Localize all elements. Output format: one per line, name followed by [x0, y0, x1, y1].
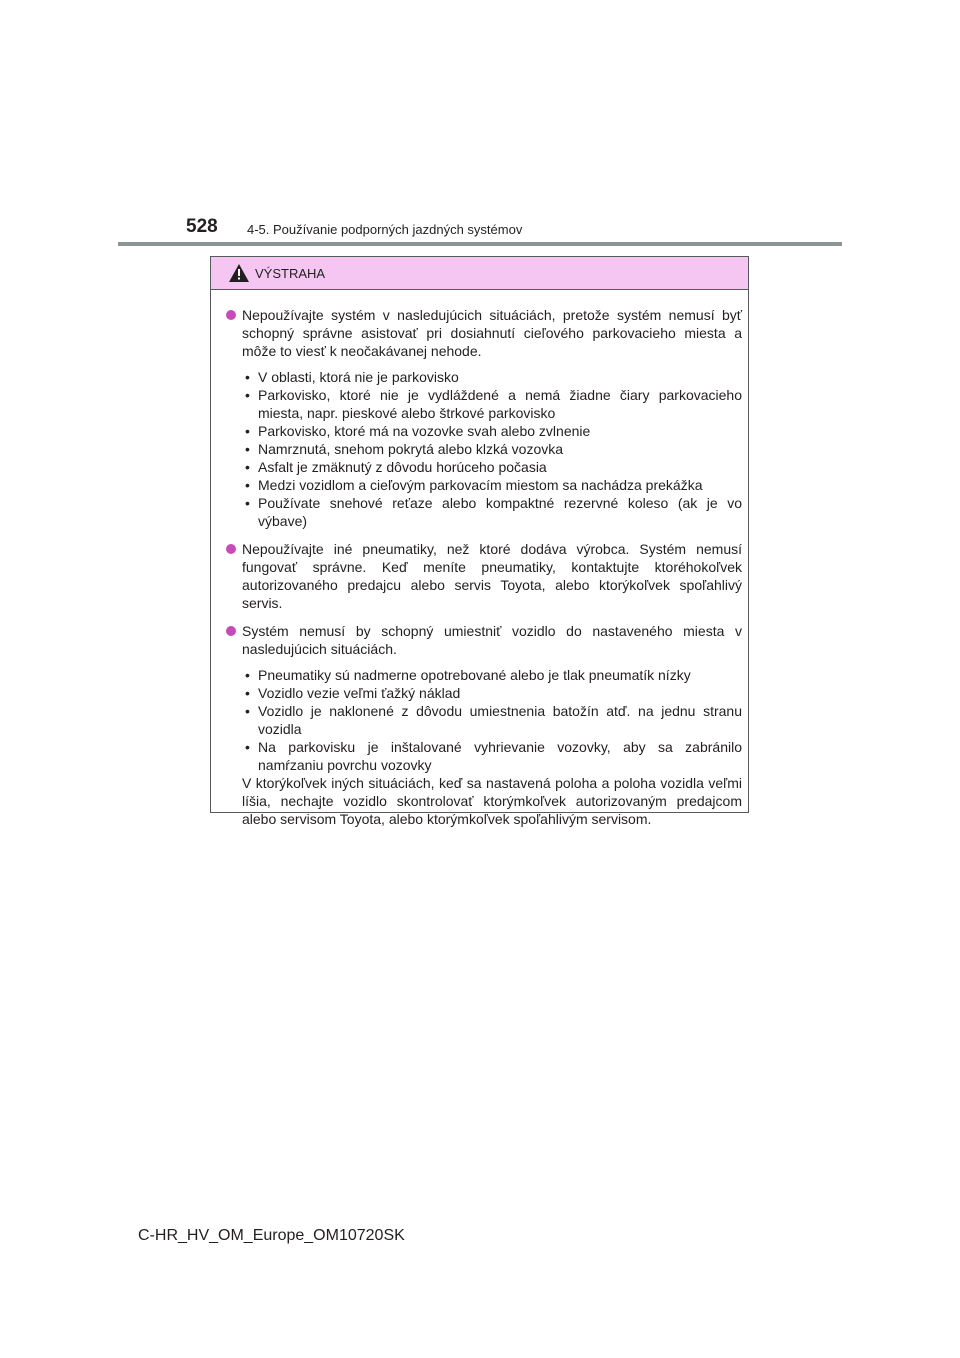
closing-text: V ktorýkoľvek iných situáciách, keď sa nastavená poloha a poloha vozidla veľmi líšia, nechajte vozidlo skontrolovať ktorýmkoľvek autorizovaným predajcom alebo servisom Toyota, alebo ktorýmkoľvek spoľahlivým servisom.: [242, 775, 742, 827]
list-item: • Pneumatiky sú nadmerne opotrebované alebo je tlak pneumatík nízky: [245, 667, 691, 683]
warning-item: [226, 306, 742, 530]
list-item: • Vozidlo vezie veľmi ťažký náklad: [245, 685, 461, 701]
list-item: • Parkovisko, ktoré nie je vydláždené a nemá žiadne čiary parkovacieho miesta, napr. pieskové alebo štrkové parkovisko: [245, 387, 742, 421]
item-text: Nepoužívajte systém v nasledujúcich situáciách, pretože systém nemusí byť schopný správne asistovať pri dosiahnutí cieľového parkovacieho miesta a môže to viesť k neočakávanej nehode.: [242, 307, 742, 359]
list-item: • Namrznutá, snehom pokrytá alebo klzká vozovka: [245, 441, 564, 457]
warning-box: [210, 256, 749, 827]
warning-item: [226, 540, 742, 612]
list-item: • Medzi vozidlom a cieľovým parkovacím miestom sa nachádza prekážka: [245, 477, 703, 493]
list-item: • Parkovisko, ktoré má na vozovke svah alebo zvlnenie: [245, 423, 591, 439]
document-code: C-HR_HV_OM_Europe_OM10720SK: [138, 1227, 405, 1244]
list-item: • Vozidlo je naklonené z dôvodu umiestnenia batožín atď. na jednu stranu vozidla: [245, 703, 742, 737]
sub-list: [242, 666, 742, 774]
warning-item: [226, 622, 742, 828]
bullet-dot-icon: [226, 310, 236, 320]
sub-list: [242, 368, 742, 530]
list-item: • Asfalt je zmäknutý z dôvodu horúceho počasia: [245, 459, 547, 475]
warning-triangle-icon: [229, 264, 249, 282]
bullet-dot-icon: [226, 626, 236, 636]
warning-header: [211, 257, 748, 290]
item-text: Nepoužívajte iné pneumatiky, než ktoré dodáva výrobca. Systém nemusí fungovať správne. Keď meníte pneumatiky, kontaktujte ktoréhokoľvek autorizovaného predajcu alebo servis Toyota, alebo ktorýkoľvek spoľahlivý servis.: [242, 541, 742, 611]
warning-title: VÝSTRAHA: [255, 266, 326, 281]
warning-body: [211, 290, 748, 828]
section-title: 4-5. Používanie podporných jazdných systémov: [247, 222, 523, 237]
item-text: Systém nemusí by schopný umiestniť vozidlo do nastaveného miesta v nasledujúcich situáciách.: [242, 623, 742, 657]
list-item: • Používate snehové reťaze alebo kompaktné rezervné koleso (ak je vo výbave): [245, 495, 742, 529]
header-rule: [118, 242, 842, 246]
list-item: • V oblasti, ktorá nie je parkovisko: [245, 369, 459, 385]
bullet-dot-icon: [226, 544, 236, 554]
list-item: • Na parkovisku je inštalované vyhrievanie vozovky, aby sa zabránilo namŕzaniu povrchu vozovky: [245, 739, 742, 773]
page-number: 528: [186, 216, 218, 237]
